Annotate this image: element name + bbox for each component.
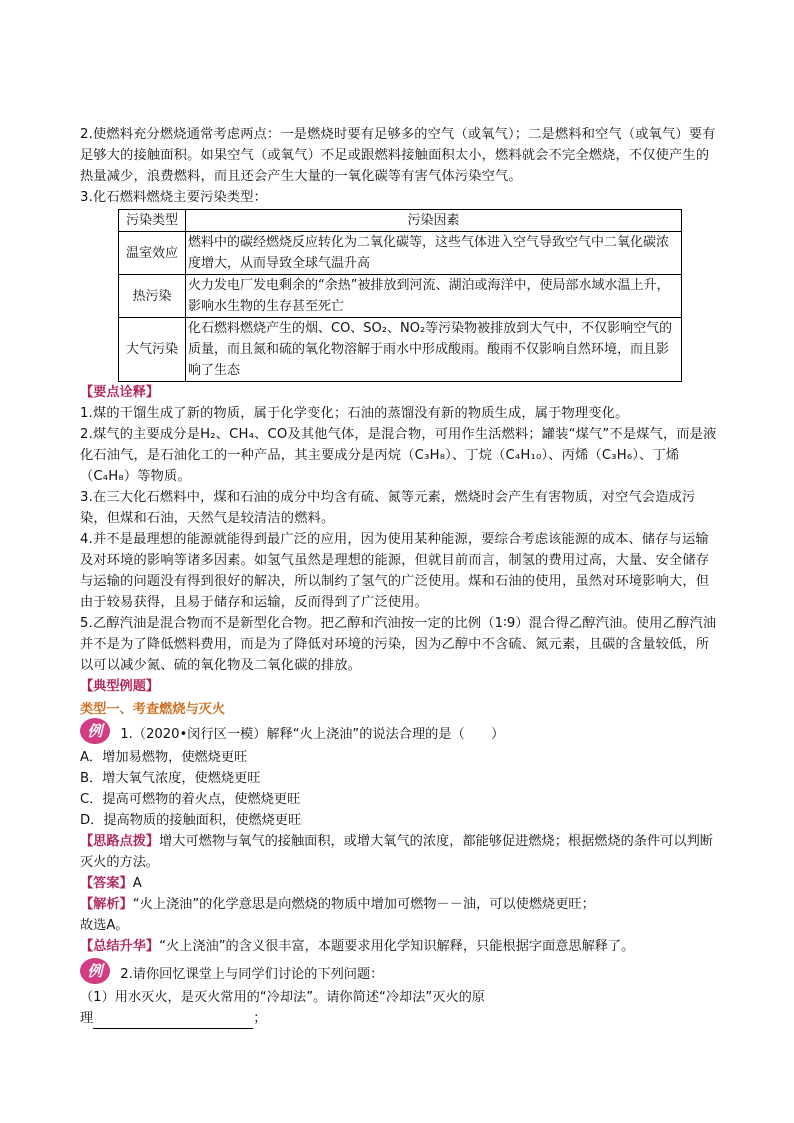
type-one-heading: 类型一、考查燃烧与灭火 [80,702,226,717]
analysis-label: 【解析】 [80,897,133,912]
pollution-table [118,209,682,382]
answer-text: A [132,876,142,891]
option-b: B．增大氧气浓度，使燃烧更旺 [80,771,261,786]
key-point-item: 3.在三大化石燃料中，煤和石油的成分中均含有硫、氮等元素，燃烧时会产生有害物质，对空气会造成污染，但煤和石油，天然气是较清洁的燃料。 [80,490,696,526]
pollution-type-cell: 大气污染 [119,318,186,382]
analysis-paragraph [80,894,720,915]
header-pollution-type: 污染类型 [119,210,186,232]
pollution-factor-cell: 燃料中的碳经燃烧反应转化为二氧化碳等，这些气体进入空气导致空气中二氧化碳浓度增大，从而导致全球气温升高 [186,232,682,275]
summary-text: “火上浇油”的含义很丰富，本题要求用化学知识解释，只能根据字面意思解释了。 [159,939,635,954]
blank-suffix: ； [253,1011,267,1026]
table-row [119,275,682,318]
question-1-stem [80,721,720,747]
key-point-item: 5.乙醇汽油是混合物而不是新型化合物。把乙醇和汽油按一定的比例（1∶9）混合得乙醇汽油。使用乙醇汽油并不是为了降低燃料费用，而是为了降低对环境的污染，因为乙醇中不含硫、氮元素，且碳的含量较低，所以可以减少氮、硫的氧化物及二氧化碳的排放。 [80,616,717,673]
key-point-item: 1.煤的干馏生成了新的物质，属于化学变化；石油的蒸馏没有新的物质生成，属于物理变化。 [80,406,629,421]
option-c: C．提高可燃物的着火点，使燃烧更旺 [80,792,301,807]
pollution-factor-cell: 火力发电厂发电剩余的“余热”被排放到河流、湖泊或海洋中，使局部水域水温上升，影响水生物的生存甚至死亡 [186,275,682,318]
hint-label: 【思路点拨】 [80,834,160,849]
intro-paragraph-2: 2.使燃料充分燃烧通常考虑两点：一是燃烧时要有足够多的空气（或氧气）；二是燃料和空气（或氧气）要有足够大的接触面积。如果空气（或氧气）不足或跟燃料接触面积太小，燃料就会不完全燃烧，不仅使产生的热量减少，浪费燃料，而且还会产生大量的一氧化碳等有害气体污染空气。 [80,127,716,184]
blank-prefix: 理 [80,1011,94,1026]
table-header-row [119,210,682,232]
option-d: D．提高物质的接触面积，使燃烧更旺 [80,813,302,828]
header-pollution-factor: 污染因素 [186,210,682,232]
pollution-type-cell: 温室效应 [119,232,186,275]
summary-label: 【总结升华】 [80,939,160,954]
key-point-item: 4.并不是最理想的能源就能得到最广泛的应用，因为使用某种能源，要综合考虑该能源的成本、储存与运输及对环境的影响等诸多因素。如氢气虽然是理想的能源，但就目前而言，制氢的费用过高，大量、安全储存与运输的问题没有得到很好的解决，所以制约了氢气的广泛使用。煤和石油的使用，虽然对环境影响大，但由于较易获得，且易于储存和运输，反而得到了广泛使用。 [80,532,710,610]
key-point-item: 2.煤气的主要成分是H₂、CH₄、CO及其他气体，是混合物，可用作生活燃料；罐装“煤气”不是煤气，而是液化石油气，是石油化工的一种产品，其主要成分是丙烷（C₃H₈）、丁烷（C₄H₁₀）、丙烯（C₃H₆）、丁烯（C₄H₈）等物质。 [80,427,717,484]
question-2-sub1-blank-line [80,1008,720,1029]
intro-paragraph-3: 3.化石燃料燃烧主要污染类型： [80,190,268,205]
examples-heading: 【典型例题】 [80,679,160,694]
pollution-factor-cell: 化石燃料燃烧产生的烟、CO、SO₂、NO₂等污染物被排放到大气中，不仅影响空气的质量，而且氮和硫的氧化物溶解于雨水中形成酸雨。酸雨不仅影响自然环境，而且影响了生态 [186,318,682,382]
answer-blank[interactable] [93,1014,253,1029]
hint-paragraph [80,831,720,873]
summary-paragraph [80,936,720,957]
table-row [119,318,682,382]
table-row [119,232,682,275]
question-1-text: 1.（2020•闵行区一模）解释“火上浇油”的说法合理的是（ ） [120,727,505,742]
question-2-sub1: （1）用水灭火，是灭火常用的“冷却法”。请你简述“冷却法”灭火的原 [80,990,485,1005]
document-page [80,124,720,1029]
example-badge-icon: 例 [80,958,110,984]
example-badge-icon: 例 [80,718,110,744]
question-2-stem [80,961,720,987]
analysis-text: “火上浇油”的化学意思是向燃烧的物质中增加可燃物－－油，可以使燃烧更旺； [132,897,595,912]
question-2-text: 2.请你回忆课堂上与同学们讨论的下列问题： [120,967,384,982]
answer-paragraph [80,873,720,894]
key-points-heading: 【要点诠释】 [80,385,160,400]
conclusion-text: 故选A。 [80,918,129,933]
pollution-type-cell: 热污染 [119,275,186,318]
option-a: A．增加易燃物，使燃烧更旺 [80,750,248,765]
hint-text: 增大可燃物与氧气的接触面积，或增大氧气的浓度，都能够促进燃烧；根据燃烧的条件可以判断灭火的方法。 [80,834,713,870]
answer-label: 【答案】 [80,876,133,891]
